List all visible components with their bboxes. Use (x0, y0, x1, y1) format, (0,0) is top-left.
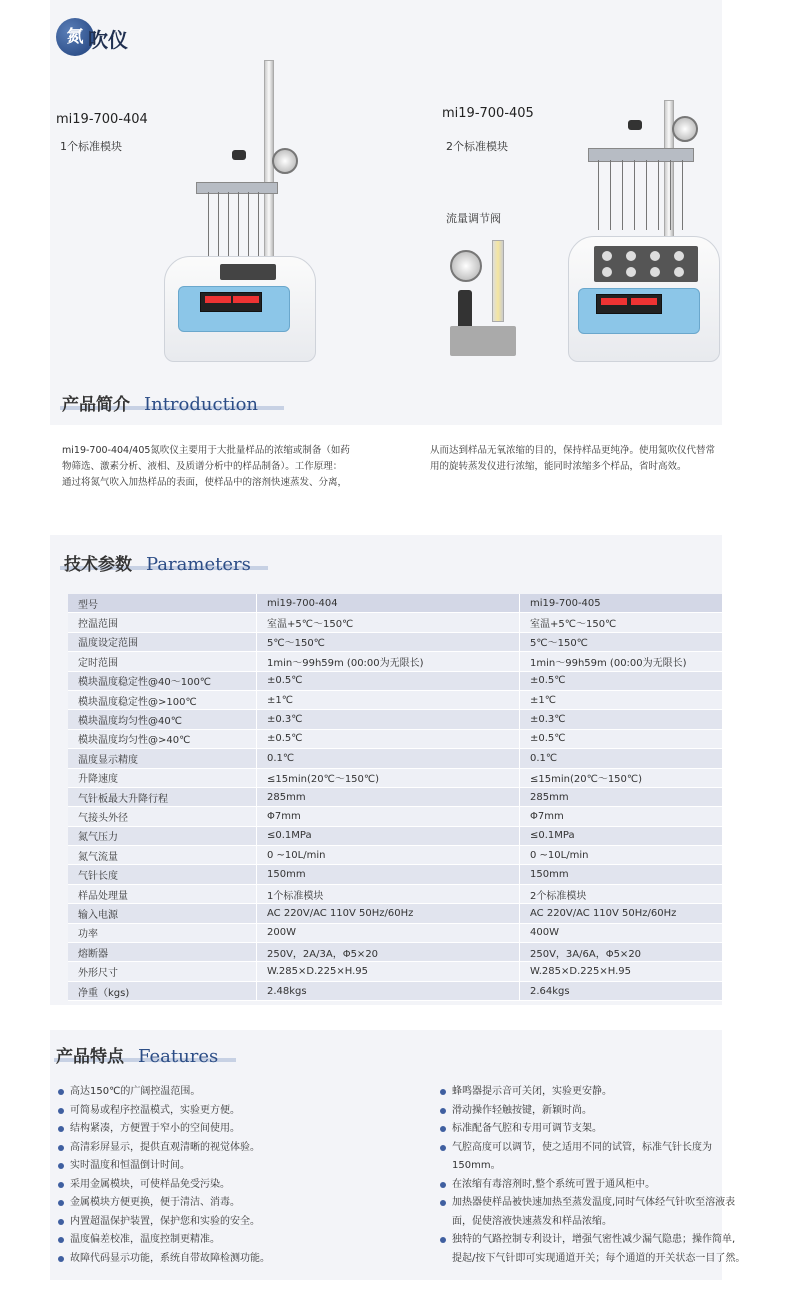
table-cell: 控温范围 (68, 613, 257, 632)
feature-item (440, 1120, 785, 1139)
table-cell: ±1℃ (257, 690, 520, 709)
feature-text: 独特的气路控制专利设计，增强气密性减少漏气隐患；操作简单, (452, 1234, 736, 1245)
table-row (68, 884, 722, 903)
table-cell: 功率 (68, 923, 257, 942)
bullet-icon (440, 1200, 446, 1206)
bullet-icon (58, 1108, 64, 1114)
feature-item (58, 1139, 418, 1158)
features-list-right (440, 1083, 785, 1268)
table-cell: 2.48kgs (257, 981, 520, 1000)
feature-item (440, 1083, 785, 1102)
bullet-icon (440, 1089, 446, 1095)
feature-text: 标准配备气腔和专用可调节支架。 (452, 1123, 602, 1134)
table-header-row (68, 594, 722, 613)
feature-item (58, 1250, 418, 1269)
feature-item (440, 1102, 785, 1121)
table-cell: 1min～99h59m (00:00为无限长) (520, 652, 723, 671)
feature-item (440, 1231, 785, 1268)
intro-line: 物筛选、激素分析、液相、及质谱分析中的样品制备）。工作原理： (62, 461, 343, 472)
flow-valve-image (446, 230, 526, 360)
params-title-en: Parameters (146, 554, 251, 575)
feature-item (58, 1102, 418, 1121)
table-cell: 模块温度稳定性@40～100℃ (68, 671, 257, 690)
table-cell: W.285×D.225×H.95 (520, 962, 723, 981)
table-cell: 模块温度均匀性@>40℃ (68, 729, 257, 748)
table-row (68, 652, 722, 671)
table-cell: 285mm (257, 787, 520, 806)
intro-line: 用的旋转蒸发仪进行浓缩，能同时浓缩多个样品，省时高效。 (430, 461, 687, 472)
feature-text: 加热器使样品被快速加热至蒸发温度,同时气体经气针吹至溶液表 (452, 1197, 736, 1208)
table-cell: 250V，3A/6A，Φ5×20 (520, 943, 723, 962)
table-cell: 250V，2A/3A，Φ5×20 (257, 943, 520, 962)
table-cell: 氮气流量 (68, 846, 257, 865)
feature-text: 故障代码显示功能，系统自带故障检测功能。 (70, 1252, 270, 1264)
table-cell: 温度设定范围 (68, 632, 257, 651)
bullet-icon (58, 1163, 64, 1169)
table-cell: 1min～99h59m (00:00为无限长) (257, 652, 520, 671)
feature-text: 提起/按下气针即可实现通道开关；每个通道的开关状态一目了然。 (452, 1252, 746, 1264)
feature-text: 温度偏差校准，温度控制更精准。 (70, 1234, 220, 1245)
features-list-left (58, 1083, 418, 1268)
bullet-icon (440, 1237, 446, 1243)
intro-text-left (62, 443, 350, 491)
features-title (56, 1042, 218, 1067)
table-cell: ≤0.1MPa (257, 826, 520, 845)
table-header-cell: 型号 (68, 594, 257, 613)
feature-text: 实时温度和恒温倒计时间。 (70, 1160, 190, 1171)
table-row (68, 749, 722, 768)
table-cell: ±0.5℃ (520, 729, 723, 748)
feature-text: 面，促使溶液快速蒸发和样品浓缩。 (452, 1215, 612, 1227)
table-cell: ≤0.1MPa (520, 826, 723, 845)
device-405-image (560, 100, 730, 370)
table-cell: 气针板最大升降行程 (68, 787, 257, 806)
table-cell: AC 220V/AC 110V 50Hz/60Hz (257, 904, 520, 923)
table-cell: 输入电源 (68, 904, 257, 923)
feature-text: 采用金属模块，可使样品免受污染。 (70, 1178, 230, 1190)
brand-logo (56, 18, 166, 58)
table-cell: ≤15min(20℃～150℃) (520, 768, 723, 787)
intro-title-en: Introduction (144, 394, 258, 415)
features-title-en: Features (138, 1046, 219, 1067)
feature-item (58, 1176, 418, 1195)
table-cell: 200W (257, 923, 520, 942)
table-cell: Φ7mm (520, 807, 723, 826)
bullet-icon (440, 1182, 446, 1188)
params-title-cn: 技术参数 (64, 555, 132, 575)
table-cell: 升降速度 (68, 768, 257, 787)
table-row (68, 981, 722, 1000)
table-cell: ±0.5℃ (257, 729, 520, 748)
table-cell: 样品处理量 (68, 884, 257, 903)
feature-text: 高达150℃的广阔控温范围。 (70, 1086, 201, 1097)
table-row (68, 904, 722, 923)
table-row (68, 729, 722, 748)
table-cell: 模块温度均匀性@40℃ (68, 710, 257, 729)
feature-text: 内置超温保护装置，保护您和实验的安全。 (70, 1215, 260, 1227)
bullet-icon (58, 1256, 64, 1262)
intro-line: 从而达到样品无氧浓缩的目的，保持样品更纯净。使用氮吹仪代替常 (430, 445, 716, 456)
feature-item (58, 1213, 418, 1232)
intro-title (62, 390, 258, 415)
table-cell: 150mm (520, 865, 723, 884)
table-cell: 外形尺寸 (68, 962, 257, 981)
table-row (68, 962, 722, 981)
table-cell: 气针长度 (68, 865, 257, 884)
table-cell: 模块温度稳定性@>100℃ (68, 690, 257, 709)
feature-item (58, 1157, 418, 1176)
logo-circle: 氮 (56, 18, 94, 56)
table-row (68, 632, 722, 651)
feature-item (58, 1194, 418, 1213)
table-header-cell: mi19-700-404 (257, 594, 520, 613)
table-cell: 气接头外径 (68, 807, 257, 826)
table-cell: 2个标准模块 (520, 884, 723, 903)
feature-text: 滑动操作轻触按键，新颖时尚。 (452, 1104, 592, 1116)
params-title (64, 550, 251, 575)
feature-text: 结构紧凑，方便置于窄小的空间使用。 (70, 1123, 240, 1134)
bullet-icon (58, 1200, 64, 1206)
table-row (68, 690, 722, 709)
bullet-icon (58, 1145, 64, 1151)
table-row (68, 943, 722, 962)
intro-line: 通过将氮气吹入加热样品的表面，使样品中的溶剂快速蒸发、分离， (62, 477, 348, 488)
intro-title-cn: 产品简介 (62, 395, 130, 415)
bullet-icon (440, 1145, 446, 1151)
bullet-icon (58, 1219, 64, 1225)
table-cell: ±0.5℃ (520, 671, 723, 690)
feature-item (440, 1176, 785, 1195)
feature-item (58, 1083, 418, 1102)
table-cell: ±0.3℃ (520, 710, 723, 729)
table-row (68, 768, 722, 787)
table-cell: 氮气压力 (68, 826, 257, 845)
table-cell: 400W (520, 923, 723, 942)
feature-text: 可简易或程序控温模式，实验更方便。 (70, 1104, 240, 1116)
table-cell: 1个标准模块 (257, 884, 520, 903)
table-cell: 0.1℃ (520, 749, 723, 768)
table-row (68, 865, 722, 884)
table-cell: 0.1℃ (257, 749, 520, 768)
table-header-cell: mi19-700-405 (520, 594, 723, 613)
table-cell: W.285×D.225×H.95 (257, 962, 520, 981)
table-cell: Φ7mm (257, 807, 520, 826)
table-row (68, 671, 722, 690)
feature-text: 150mm。 (452, 1160, 501, 1171)
table-cell: AC 220V/AC 110V 50Hz/60Hz (520, 904, 723, 923)
table-row (68, 807, 722, 826)
feature-text: 高清彩屏显示，提供直观清晰的视觉体验。 (70, 1141, 260, 1153)
table-cell: 285mm (520, 787, 723, 806)
logo-title: 吹仪 (88, 28, 128, 52)
feature-item (440, 1194, 785, 1231)
parameters-table (68, 594, 722, 1001)
table-cell: 定时范围 (68, 652, 257, 671)
device-404-image (160, 60, 330, 370)
model-405-module: 2个标准模块 (446, 140, 508, 153)
flow-valve-label: 流量调节阀 (446, 212, 501, 225)
table-cell: 温度显示精度 (68, 749, 257, 768)
table-cell: ≤15min(20℃～150℃) (257, 768, 520, 787)
table-cell: 5℃～150℃ (257, 632, 520, 651)
bullet-icon (58, 1089, 64, 1095)
intro-text-right (430, 443, 715, 475)
table-row (68, 787, 722, 806)
table-cell: ±0.5℃ (257, 671, 520, 690)
bullet-icon (440, 1108, 446, 1114)
feature-item (58, 1231, 418, 1250)
table-cell: 室温+5℃～150℃ (257, 613, 520, 632)
table-cell: 150mm (257, 865, 520, 884)
features-title-cn: 产品特点 (56, 1047, 124, 1067)
table-cell: 净重（kgs) (68, 981, 257, 1000)
bullet-icon (440, 1126, 446, 1132)
table-cell: ±0.3℃ (257, 710, 520, 729)
model-405-label: mi19-700-405 (442, 106, 534, 121)
feature-text: 在浓缩有毒溶剂时,整个系统可置于通风柜中。 (452, 1178, 656, 1190)
table-cell: 熔断器 (68, 943, 257, 962)
feature-item (440, 1139, 785, 1176)
bullet-icon (58, 1237, 64, 1243)
feature-text: 蜂鸣器提示音可关闭，实验更安静。 (452, 1086, 612, 1097)
table-cell: 室温+5℃～150℃ (520, 613, 723, 632)
feature-item (58, 1120, 418, 1139)
table-row (68, 846, 722, 865)
intro-line: mi19-700-404/405氮吹仪主要用于大批量样品的浓缩或制备（如药 (62, 445, 350, 456)
table-cell: 0 ~10L/min (257, 846, 520, 865)
model-404-label: mi19-700-404 (56, 112, 148, 127)
table-cell: 5℃～150℃ (520, 632, 723, 651)
table-row (68, 826, 722, 845)
bullet-icon (58, 1126, 64, 1132)
bullet-icon (58, 1182, 64, 1188)
table-row (68, 613, 722, 632)
feature-text: 气腔高度可以调节，使之适用不同的试管，标准气针长度为 (452, 1141, 712, 1153)
feature-text: 金属模块方便更换，便于清洁、消毒。 (70, 1197, 240, 1208)
model-404-module: 1个标准模块 (60, 140, 122, 153)
table-cell: 0 ~10L/min (520, 846, 723, 865)
table-cell: ±1℃ (520, 690, 723, 709)
table-row (68, 710, 722, 729)
table-row (68, 923, 722, 942)
table-cell: 2.64kgs (520, 981, 723, 1000)
